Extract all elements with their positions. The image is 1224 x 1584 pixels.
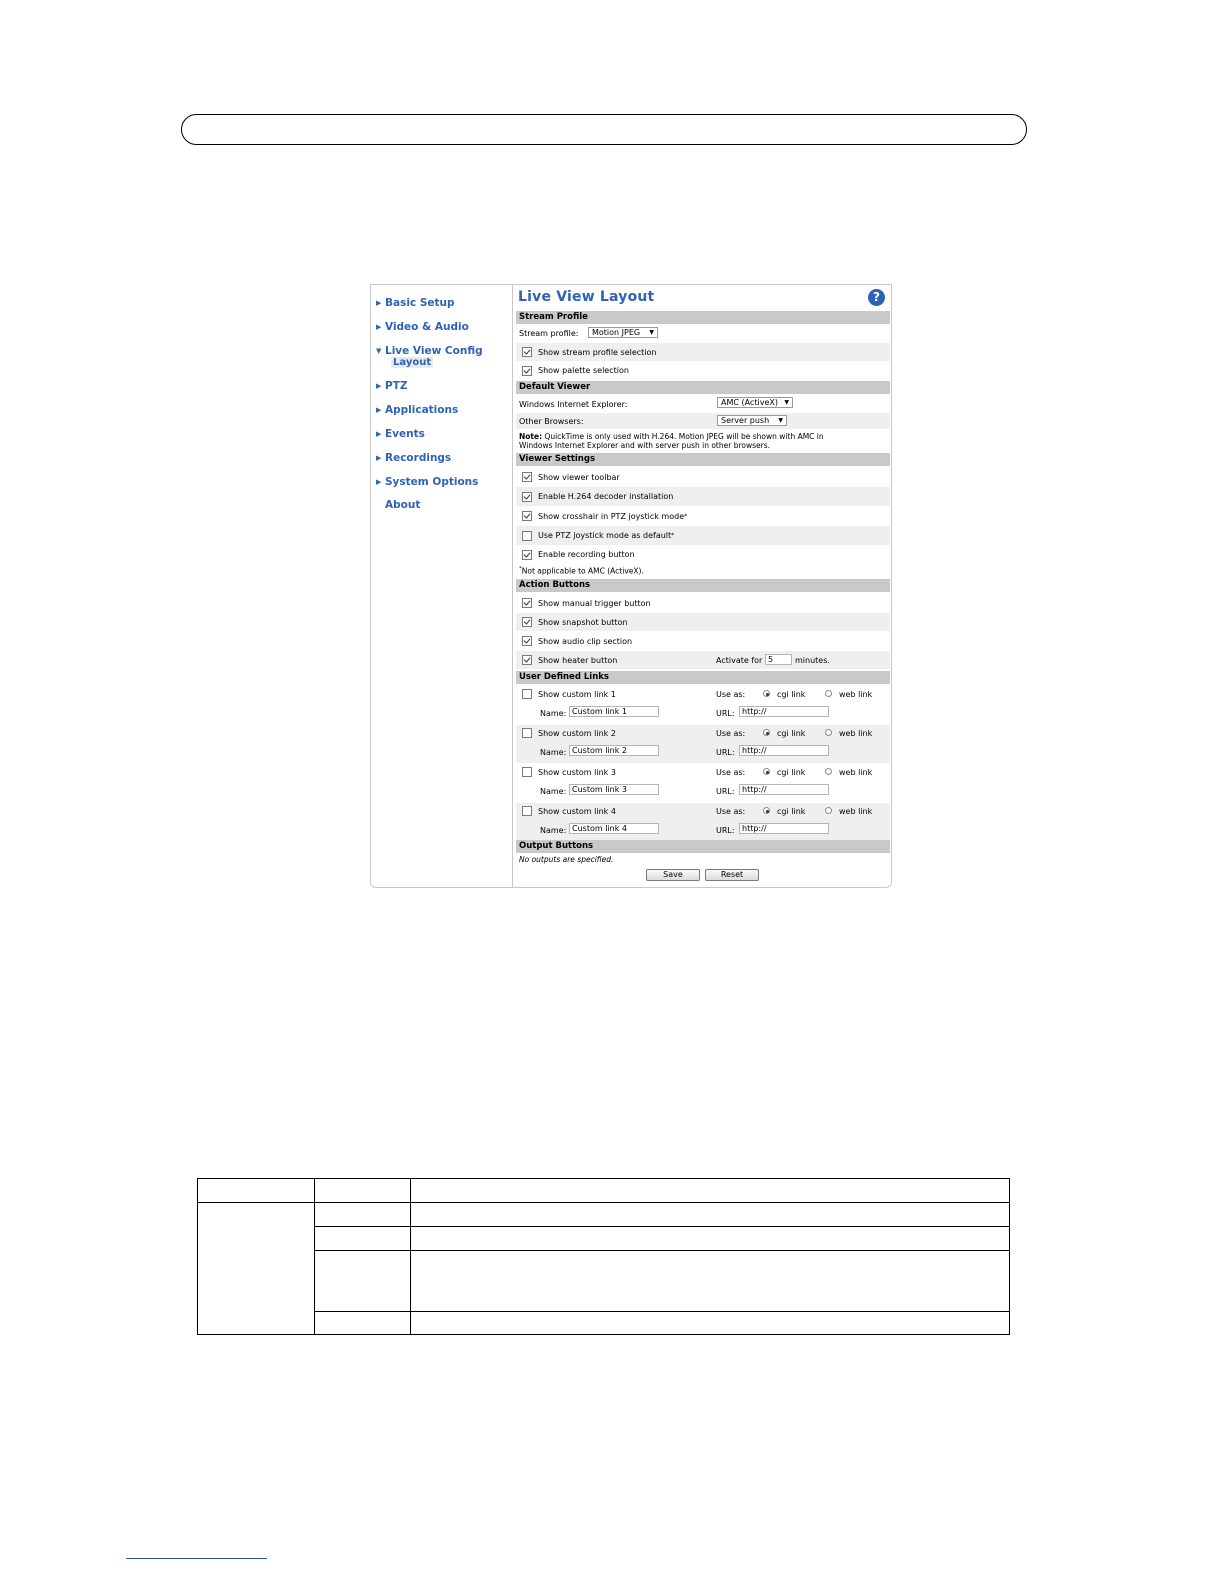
cgi-link-label: cgi link	[777, 768, 806, 777]
chevron-down-icon: ▼	[649, 329, 654, 336]
checkbox-joystick-default[interactable]	[522, 531, 532, 541]
cgi-link-label: cgi link	[777, 729, 806, 738]
caret-down-icon: ▼	[376, 347, 382, 355]
checkbox-custom-link-2[interactable]	[522, 728, 532, 738]
checkbox-heater[interactable]	[522, 655, 532, 665]
opt-palette-selection: Show palette selection	[516, 362, 890, 379]
opt-viewer-toolbar: Show viewer toolbar	[516, 468, 890, 486]
section-viewer-settings: Viewer Settings	[516, 453, 890, 466]
checkbox-manual-trigger[interactable]	[522, 598, 532, 608]
minutes-label: minutes.	[795, 656, 830, 665]
ie-viewer-select[interactable]: AMC (ActiveX) ▼	[717, 397, 793, 408]
opt-audio-clip: Show audio clip section	[516, 632, 890, 650]
custom-link-3-url-input[interactable]: http://	[739, 784, 829, 795]
nav-events[interactable]: ▶ Events	[376, 428, 425, 440]
custom-link-4-name-input[interactable]: Custom link 4	[569, 823, 659, 834]
checkbox-audio-clip[interactable]	[522, 636, 532, 646]
stream-profile-select[interactable]: Motion JPEG ▼	[588, 327, 658, 338]
url-label: URL:	[716, 787, 735, 796]
custom-link-3-toggle: Show custom link 3	[519, 767, 616, 777]
custom-link-3-name-input[interactable]: Custom link 3	[569, 784, 659, 795]
custom-link-2-name-input[interactable]: Custom link 2	[569, 745, 659, 756]
radio-link-2-cgi[interactable]	[763, 729, 770, 736]
radio-link-3-web[interactable]	[825, 768, 832, 775]
checkbox-crosshair[interactable]	[522, 511, 532, 521]
name-label: Name:	[540, 826, 567, 835]
use-as-label: Use as:	[716, 690, 746, 699]
custom-link-1-name-input[interactable]: Custom link 1	[569, 706, 659, 717]
radio-link-2-web[interactable]	[825, 729, 832, 736]
nav-basic-setup[interactable]: ▶ Basic Setup	[376, 297, 455, 309]
activate-for-label: Activate for	[716, 656, 763, 665]
checkbox-recording-button[interactable]	[522, 550, 532, 560]
caret-right-icon: ▶	[376, 478, 382, 486]
other-browsers-select[interactable]: Server push ▼	[717, 415, 787, 426]
save-button[interactable]: Save	[646, 869, 700, 881]
checkbox-h264-decoder[interactable]	[522, 492, 532, 502]
opt-recording-button: Enable recording button	[516, 546, 890, 563]
heater-minutes-input[interactable]: 5	[765, 654, 792, 665]
checkbox-show-stream-profile[interactable]	[522, 347, 532, 357]
checkbox-custom-link-4[interactable]	[522, 806, 532, 816]
nav-applications[interactable]: ▶ Applications	[376, 404, 459, 416]
stream-profile-label: Stream profile:	[519, 328, 579, 338]
caret-right-icon: ▶	[376, 430, 382, 438]
web-link-label: web link	[839, 690, 873, 699]
viewer-footnote: *Not applicable to AMC (ActiveX).	[519, 566, 644, 576]
radio-link-1-cgi[interactable]	[763, 690, 770, 697]
web-link-label: web link	[839, 729, 873, 738]
page-title: Live View Layout	[518, 289, 655, 305]
nav-ptz[interactable]: ▶ PTZ	[376, 380, 408, 392]
section-stream-profile: Stream Profile	[516, 311, 890, 324]
radio-link-4-cgi[interactable]	[763, 807, 770, 814]
caret-right-icon: ▶	[376, 382, 382, 390]
custom-link-2-url-input[interactable]: http://	[739, 745, 829, 756]
opt-h264-decoder: Enable H.264 decoder installation	[516, 487, 890, 506]
url-label: URL:	[716, 709, 735, 718]
section-default-viewer: Default Viewer	[516, 381, 890, 394]
help-icon[interactable]: ?	[868, 289, 885, 306]
opt-snapshot: Show snapshot button	[516, 613, 890, 631]
custom-link-2-toggle: Show custom link 2	[519, 728, 616, 738]
checkbox-custom-link-1[interactable]	[522, 689, 532, 699]
nav-live-view-config[interactable]: ▼ Live View Config	[376, 345, 483, 357]
nav-system-options[interactable]: ▶ System Options	[376, 476, 479, 488]
cgi-link-label: cgi link	[777, 807, 806, 816]
opt-stream-profile-selection: Show stream profile selection	[516, 343, 890, 361]
radio-link-3-cgi[interactable]	[763, 768, 770, 775]
use-as-label: Use as:	[716, 729, 746, 738]
sidebar-nav	[371, 285, 513, 887]
opt-crosshair: Show crosshair in PTZ joystick mode *	[516, 507, 890, 525]
caret-right-icon: ▶	[376, 323, 382, 331]
opt-joystick-default: Use PTZ joystick mode as default *	[516, 526, 890, 545]
page-header-bar	[181, 114, 1027, 145]
custom-link-1-toggle: Show custom link 1	[519, 689, 616, 699]
opt-heater: Show heater button	[516, 651, 890, 669]
caret-right-icon: ▶	[376, 299, 382, 307]
checkbox-snapshot[interactable]	[522, 617, 532, 627]
use-as-label: Use as:	[716, 768, 746, 777]
nav-sub-layout[interactable]: Layout	[393, 357, 432, 368]
nav-recordings[interactable]: ▶ Recordings	[376, 452, 452, 464]
radio-link-1-web[interactable]	[825, 690, 832, 697]
section-output-buttons: Output Buttons	[516, 840, 890, 853]
name-label: Name:	[540, 787, 567, 796]
parameter-table	[197, 1178, 1010, 1335]
caret-right-icon: ▶	[376, 454, 382, 462]
opt-manual-trigger: Show manual trigger button	[516, 594, 890, 612]
checkbox-show-palette[interactable]	[522, 366, 532, 376]
radio-link-4-web[interactable]	[825, 807, 832, 814]
web-link-label: web link	[839, 807, 873, 816]
custom-link-1-url-input[interactable]: http://	[739, 706, 829, 717]
nav-about[interactable]: About	[385, 499, 421, 511]
section-user-links: User Defined Links	[516, 671, 890, 684]
name-label: Name:	[540, 748, 567, 757]
cgi-link-label: cgi link	[777, 690, 806, 699]
custom-link-4-toggle: Show custom link 4	[519, 806, 616, 816]
main-panel	[515, 285, 891, 887]
caret-right-icon: ▶	[376, 406, 382, 414]
url-label: URL:	[716, 826, 735, 835]
url-label: URL:	[716, 748, 735, 757]
nav-video-audio[interactable]: ▶ Video & Audio	[376, 321, 469, 333]
other-browsers-row: Other Browsers:	[516, 413, 890, 429]
no-outputs-text: No outputs are specified.	[519, 855, 614, 864]
footer-link-underline	[126, 1558, 267, 1559]
chevron-down-icon: ▼	[784, 399, 789, 406]
screenshot-frame	[370, 284, 892, 888]
ie-viewer-row: Windows Internet Explorer:	[519, 399, 628, 409]
viewer-note: Note: QuickTime is only used with H.264. Motion JPEG will be shown with AMC in Windows Internet Explorer and with server push in other browsers.	[519, 432, 824, 450]
custom-link-4-url-input[interactable]: http://	[739, 823, 829, 834]
checkbox-viewer-toolbar[interactable]	[522, 472, 532, 482]
chevron-down-icon: ▼	[778, 417, 783, 424]
name-label: Name:	[540, 709, 567, 718]
reset-button[interactable]: Reset	[705, 869, 759, 881]
stream-profile-row	[516, 326, 890, 340]
section-action-buttons: Action Buttons	[516, 579, 890, 592]
checkbox-custom-link-3[interactable]	[522, 767, 532, 777]
use-as-label: Use as:	[716, 807, 746, 816]
web-link-label: web link	[839, 768, 873, 777]
